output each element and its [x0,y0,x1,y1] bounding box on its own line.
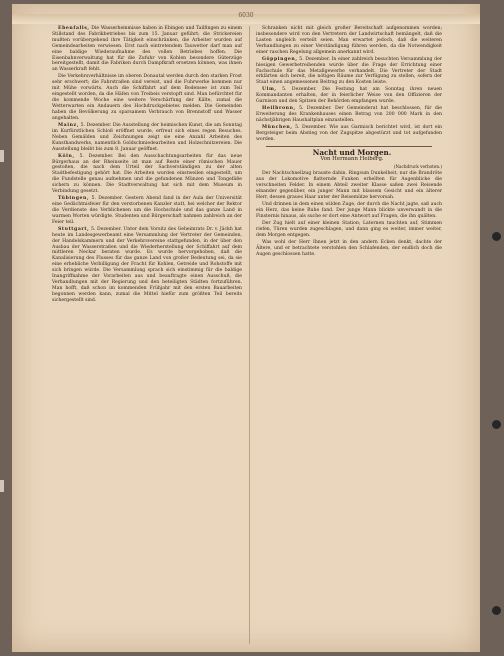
news-dateline: Heilbronn, [262,106,296,112]
news-text: 5. Dezember. Der Gemeinderat hat beschlossen, für die Erweiterung des Krankenhauses einen Betrag von 200 000 Mark in den nächstjährigen Haushaltplan einzustellen. [256,106,442,124]
news-item [52,227,242,304]
news-dateline: Stuttgart, [58,226,90,232]
news-text: 5. Dezember. Gestern Abend fand in der Aula der Universität eine Gedächtnisfeier für den verstorbenen Kanzler statt, bei welcher der Rektor die Verdienste des Verblichenen um die Hochschule und das ganze Land in warmen Worten würdigte. Studenten und Bürgerschaft nahmen zahlreich an der Feier teil. [52,196,242,225]
feuilleton-byline: Von Hermann Heiberg. [320,156,384,163]
news-dateline: Köln, [58,153,75,159]
news-item [256,125,442,143]
right-news [256,26,442,143]
news-text: Schranken nicht mit gleich großer Bereitschaft aufgenommen worden; insbesondere wird von den Vertretern der Landwirtschaft bemängelt, daß die Lasten ungleich verteilt seien. Man erwartet jedoch, daß die weiteren Verhandlungen zu einer Verständigung führen werden, da die Notwendigkeit einer raschen Regelung allgemein anerkannt wird. [256,26,442,55]
hole-icon [492,606,501,615]
news-item [256,26,442,56]
news-text: Die Wasserhemmisse haben in Ebingen und Tailfingen zu einem Stillstand des Fabrikbetriebes bis zum 15. Januar geführt; die Strickereien mußten vorübergehend ihre Tätigkeit einschränken, die Arbeiter wurden auf Gemeindearbeiten verwiesen. Erst nach eintretendem Tauwetter darf man auf eine baldige Wiederaufnahme des vollen Betriebes hoffen. Die Eisenbahnverwaltung hat für die Zufuhr von Kohlen besondere Güterzüge bereitgestellt, damit die Fabriken durch Dampfkraft ersetzen können, was ihnen an Wasserkraft fehlt. [52,26,242,73]
news-dateline: Mainz, [58,122,79,128]
news-text: 5. Dezember. Die Ausstellung der heimischen Kunst, die am Sonntag im Kurfürstlichen Schloß eröffnet wurde, erfreut sich eines regen Besuches. Neben Gemälden und Zeichnungen zeigt sie eine Anzahl Arbeiten des Kunsthandwerks, namentlich Goldschmiedearbeiten und Holzschnitzereien. Die Ausstellung bleibt bis zum 8. Januar geöffnet. [52,122,242,152]
news-item [256,106,442,124]
feuilleton-paragraph: Der Nachtschnellzug brauste dahin. Ringsum Dunkelheit, nur die Brandröte aus der Lokomotive flatternde Funken erhellten für Augenblicke die verschneiten Felder. In einem Abteil zweiter Klasse saßen zwei Reisende einander gegenüber, ein junger Mann mit blassem Gesicht und ein älterer Herr, dessen graues Haar unter der Reisemütze hervorsah. [256,171,442,200]
news-dateline: Tübingen, [58,196,90,202]
news-item [256,87,442,105]
news-item [52,154,242,195]
left-column [52,26,242,305]
feuilleton-note: (Nachdruck verboten.) [393,164,442,170]
feuilleton-paragraph: Der Zug hielt auf einer kleinen Station; Laternen tauchten auf, Stimmen riefen, Türen wurden zugeschlagen, und dann ging es weiter, immer weiter, dem Morgen entgegen. [256,220,442,238]
page-number: 6030 [238,12,254,19]
feuilleton-paragraph: Was wohl der Herr Ihnen jetzt in den andern Ecken denkt, dachte der Ältere, und er betrachtete verstohlen den Schlafenden, der endlich doch die Augen geschlossen hatte. [256,239,442,257]
news-item [52,123,242,153]
news-text: 5. Dezember. Wie aus Garmisch berichtet wird, ist dort ein Bergsteiger beim Abstieg von der Zugspitze abgestürzt und tot aufgefunden worden. [256,125,442,143]
news-dateline: Ulm, [262,87,277,93]
feuilleton-paragraph: Und drinnen in dem einen wilden Zuge, der durch die Nacht jagte, saß auch ein Herz, das keine Ruhe fand. Der junge Mann blickte unverwandt in die Finsternis hinaus, als suche er dort eine Antwort auf Fragen, die ihn quälten. [256,201,442,219]
news-item [52,196,242,226]
news-text: 5. Dezember. Die Festung hat am Sonntag ihren neuen Kommandanten erhalten, der in feierlicher Weise von den Offizieren der Garnison und den Spitzen der Behörden empfangen wurde. [256,87,443,105]
feuilleton-body [256,171,442,257]
column-divider [249,26,250,644]
news-text: 5. Dezember. In einer zahlreich besuchten Versammlung der hiesigen Gewerbetreibenden wurde über die Frage der Errichtung einer Fachschule für das Metallgewerbe verhandelt. Die Vertreter der Stadt erklärten sich bereit, die nötigen Räume zur Verfügung zu stellen, sofern der Staat einen angemessenen Beitrag zu den Kosten leiste. [256,56,442,86]
newspaper-page [12,4,480,652]
news-text: Die Verkehrsverhältnisse im oberen Donautal werden durch den starken Frost sehr erschwert; die Fahrstraßen sind vereist, und die Fuhrwerke kommen nur mit Mühe vorwärts. Auch die Schiffahrt auf dem Bodensee ist zum Teil eingestellt worden, da die Häfen von Treibeis verstopft sind. Man befürchtet für die kommende Woche eine weitere Verschärfung der Kälte, zumal die Wetterwarten ein Andauern des Hochdruckgebietes melden. Die Gemeinden haben die Bevölkerung zu sparsamem Verbrauch von Brennstoff und Wasser angehalten. [52,74,242,121]
news-dateline: München, [262,125,293,131]
hole-icon [492,232,501,241]
news-dateline: Ebenfalls, [58,26,90,31]
binding-clip [0,480,4,492]
news-dateline: Göppingen, [262,56,298,62]
right-column [256,26,442,259]
feuilleton-title: Nacht und Morgen. [312,147,392,157]
news-item [52,74,242,121]
news-text: 5. Dezember. Unter dem Vorsitz des Geheimrats Dr. v. Jäckh hat heute im Landesgewerbeamt eine Versammlung der Vertreter der Gemeinden, der Handelskammern und der Verkehrsvereine stattgefunden, in der über den Ausbau der Wasserstraßen und die Wiederherstellung der Schiffahrt auf dem mittleren Neckar beraten wurde. Es wurde hervorgehoben, daß die Kanalisierung des Flusses für das ganze Land von großer Bedeutung sei, da sie eine erhebliche Verbilligung der Fracht für Kohlen, Getreide und Rohstoffe mit sich bringen würde. Die Versammlung sprach sich einstimmig für die baldige Inangriffnahme der Vorarbeiten aus und beauftragte einen Ausschuß, die Verhandlungen mit der Regierung und den beteiligten Städten fortzuführen. Man hofft, daß schon im kommenden Frühjahr mit den ersten Bauarbeiten begonnen werden kann, zumal die Mittel hiefür zum größten Teil bereits sichergestellt sind. [52,226,242,303]
news-text: 5. Dezember. Bei den Ausschachtungsarbeiten für das neue Bürgerhaus an der Rheinseite ist man auf Reste einer römischen Mauer gestoßen, die nach dem Urteil der Sachverständigen zu der alten Stadtbefestigung gehört hat. Die Arbeiten wurden einstweilen eingestellt, um die Fundstelle genau aufnehmen und die gefundenen Münzen und Tongefäße sichern zu können. Die Stadtverwaltung hat sich mit dem Museum in Verbindung gesetzt. [52,153,242,195]
section-rule [266,146,432,147]
news-item [52,26,242,73]
news-item [256,57,442,87]
hole-icon [492,420,501,429]
binding-clip [0,150,4,162]
